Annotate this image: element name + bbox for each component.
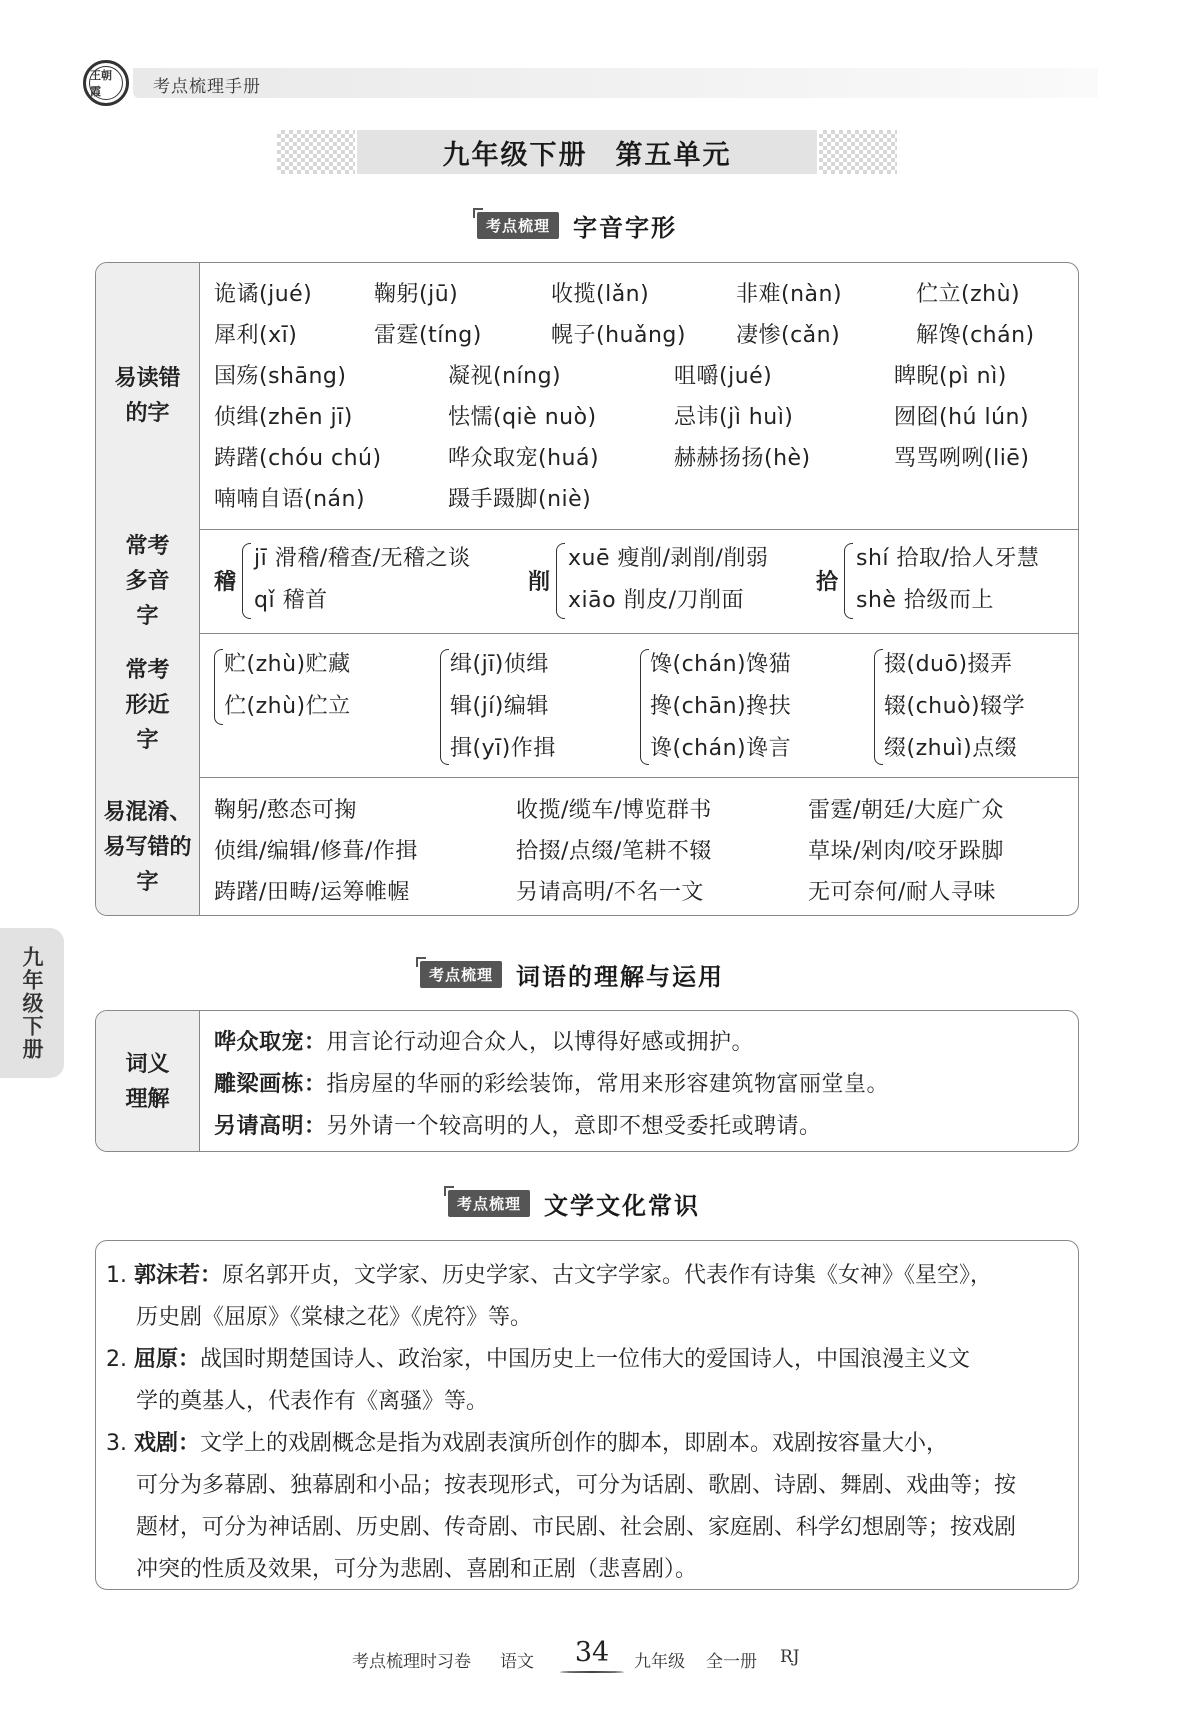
item-text: 可分为多幕剧、独幕剧和小品；按表现形式，可分为话剧、歌剧、诗剧、舞剧、戏曲等；按 xyxy=(136,1473,1017,1498)
poly-reading: shí 拾取/拾人牙慧 xyxy=(856,546,1040,571)
item-number: 1. xyxy=(106,1263,127,1288)
row-similar xyxy=(96,633,1078,777)
poly-char: 拾 xyxy=(816,570,839,595)
poly-reading: shè 拾级而上 xyxy=(856,588,994,613)
misread-item: 伫立(zhù) xyxy=(916,282,1021,307)
section-title: 词语的理解与运用 xyxy=(516,963,725,991)
item-text: 原名郭开贞，文学家、历史学家、古文字学家。代表作有诗集《女神》《星空》， xyxy=(222,1263,993,1288)
confuse-item: 另请高明/不名一文 xyxy=(516,880,704,905)
meaning-item xyxy=(214,1067,889,1098)
header-title: 考点梳理手册 xyxy=(153,77,261,97)
row-polyphonic xyxy=(96,529,1078,633)
poly-char: 削 xyxy=(528,570,551,595)
section-heading-literature xyxy=(448,1186,700,1221)
brace-icon xyxy=(440,649,449,765)
item-text: 战国时期楚国诗人、政治家，中国历史上一位伟大的爱国诗人，中国浪漫主义文 xyxy=(200,1347,971,1372)
misread-item: 哗众取宠(huá) xyxy=(448,446,600,471)
confuse-item: 侦缉/编辑/修葺/作揖 xyxy=(214,839,418,864)
brace-icon xyxy=(242,543,251,619)
misread-item: 国殇(shāng) xyxy=(214,364,347,389)
misread-item: 犀利(xī) xyxy=(214,323,298,348)
confuse-item: 草垛/剁肉/咬牙跺脚 xyxy=(808,839,1004,864)
confuse-item: 鞠躬/憨态可掬 xyxy=(214,798,357,823)
misread-item: 骂骂咧咧(liē) xyxy=(894,446,1030,471)
similar-item: 揖(yī)作揖 xyxy=(450,736,556,761)
unit-name: 第五单元 xyxy=(615,139,732,171)
item-term: 戏剧： xyxy=(134,1431,201,1456)
unit-title-banner xyxy=(277,130,897,174)
side-tab-text: 九年级下册 xyxy=(20,945,44,1061)
misread-item: 忌讳(jì huì) xyxy=(674,405,794,430)
banner-pattern-left xyxy=(277,130,355,174)
vocabulary-table xyxy=(95,1010,1079,1152)
header-bar xyxy=(133,68,1098,98)
section-title: 文学文化常识 xyxy=(544,1192,701,1220)
brace-icon xyxy=(640,649,649,765)
misread-item: 幌子(huǎng) xyxy=(551,323,686,348)
footer-edition: RJ xyxy=(780,1647,800,1667)
similar-item: 辍(chuò)辍学 xyxy=(884,694,1026,719)
publisher-logo xyxy=(83,60,129,106)
grade-side-tab xyxy=(0,928,64,1078)
misread-item: 睥睨(pì nì) xyxy=(894,364,1007,389)
item-number: 3. xyxy=(106,1431,127,1456)
section-heading-pronunciation xyxy=(477,208,677,243)
poly-reading: xiāo 削皮/刀削面 xyxy=(568,588,744,613)
banner-pattern-right xyxy=(819,130,897,174)
misread-item: 收揽(lǎn) xyxy=(551,282,650,307)
confuse-item: 拾掇/点缀/笔耕不辍 xyxy=(516,839,712,864)
item-term: 屈原： xyxy=(134,1347,201,1372)
misread-item: 踌躇(chóu chú) xyxy=(214,446,382,471)
literature-item xyxy=(106,1339,1066,1423)
item-text: 学的奠基人，代表作有《离骚》等。 xyxy=(136,1389,489,1414)
page-number-underline xyxy=(560,1671,624,1673)
section-heading-vocabulary xyxy=(420,957,724,992)
misread-item: 侦缉(zhēn jī) xyxy=(214,405,353,430)
label-similar: 常考形近字 xyxy=(96,633,200,777)
brace-icon xyxy=(844,543,853,619)
literature-box xyxy=(95,1240,1079,1590)
meaning-item xyxy=(214,1109,822,1140)
similar-item: 缉(jī)侦缉 xyxy=(450,652,549,677)
poly-reading: xuē 瘦削/剥削/削弱 xyxy=(568,546,769,571)
row-meaning xyxy=(96,1011,1078,1152)
misread-item: 凄惨(cǎn) xyxy=(736,323,841,348)
definition: 另外请一个较高明的人，意即不想受委托或聘请。 xyxy=(326,1114,822,1139)
misread-item: 诡谲(jué) xyxy=(214,282,313,307)
term: 哗众取宠： xyxy=(214,1030,327,1055)
term: 雕梁画栋： xyxy=(214,1072,327,1097)
row-confusable xyxy=(96,777,1078,916)
literature-list xyxy=(106,1255,1066,1590)
label-meaning: 词义理解 xyxy=(96,1011,200,1152)
misread-item: 解馋(chán) xyxy=(916,323,1035,348)
confuse-item: 无可奈何/耐人寻味 xyxy=(808,880,996,905)
similar-item: 伫(zhù)伫立 xyxy=(224,694,351,719)
page-number: 34 xyxy=(574,1637,610,1668)
item-number: 2. xyxy=(106,1347,127,1372)
misread-item: 囫囵(hú lún) xyxy=(894,405,1030,430)
footer-subject: 语文 xyxy=(500,1652,534,1672)
logo-text: 王朝霞 xyxy=(89,66,123,100)
footer-grade: 九年级 xyxy=(634,1652,685,1672)
misread-item: 蹑手蹑脚(niè) xyxy=(448,487,592,512)
section-title: 字音字形 xyxy=(573,214,678,242)
item-term: 郭沫若： xyxy=(134,1263,223,1288)
misread-item: 怯懦(qiè nuò) xyxy=(448,405,597,430)
misread-item: 非难(nàn) xyxy=(736,282,843,307)
similar-item: 贮(zhù)贮藏 xyxy=(224,652,351,677)
label-confusable: 易混淆、易写错的字 xyxy=(96,777,200,916)
section-tag: 考点梳理 xyxy=(477,212,559,239)
confuse-item: 踌躇/田畴/运筹帷幄 xyxy=(214,880,410,905)
similar-item: 馋(chán)馋猫 xyxy=(650,652,792,677)
item-text: 文学上的戏剧概念是指为戏剧表演所创作的脚本，即剧本。戏剧按容量大小， xyxy=(200,1431,949,1456)
similar-item: 掇(duō)掇弄 xyxy=(884,652,1013,677)
brace-icon xyxy=(874,649,883,765)
poly-char: 稽 xyxy=(214,570,237,595)
label-misread: 易读错的字 xyxy=(96,263,200,529)
pronunciation-table xyxy=(95,262,1079,916)
row-misread xyxy=(96,263,1078,529)
section-tag: 考点梳理 xyxy=(448,1190,530,1217)
term: 另请高明： xyxy=(214,1114,327,1139)
literature-item xyxy=(106,1255,1066,1339)
definition: 指房屋的华丽的彩绘装饰，常用来形容建筑物富丽堂皇。 xyxy=(326,1072,890,1097)
misread-item: 雷霆(tíng) xyxy=(374,323,482,348)
item-text: 历史剧《屈原》《棠棣之花》《虎符》等。 xyxy=(136,1305,533,1330)
confuse-item: 收揽/缆车/博览群书 xyxy=(516,798,712,823)
section-tag: 考点梳理 xyxy=(420,961,502,988)
misread-item: 咀嚼(jué) xyxy=(674,364,773,389)
brace-icon xyxy=(556,543,565,619)
similar-item: 搀(chān)搀扶 xyxy=(650,694,792,719)
misread-item: 凝视(níng) xyxy=(448,364,562,389)
confuse-item: 雷霆/朝廷/大庭广众 xyxy=(808,798,1004,823)
literature-item xyxy=(106,1423,1066,1590)
similar-item: 谗(chán)谗言 xyxy=(650,736,792,761)
misread-item: 鞠躬(jū) xyxy=(374,282,459,307)
unit-grade: 九年级下册 xyxy=(442,139,588,171)
meaning-item xyxy=(214,1025,754,1056)
label-polyphonic: 常考多音字 xyxy=(96,529,200,633)
page-footer xyxy=(0,1637,1181,1677)
definition: 用言论行动迎合众人，以博得好感或拥护。 xyxy=(326,1030,755,1055)
brace-icon xyxy=(214,649,223,725)
misread-item: 赫赫扬扬(hè) xyxy=(674,446,811,471)
poly-reading: jī 滑稽/稽查/无稽之谈 xyxy=(254,546,471,571)
poly-reading: qǐ 稽首 xyxy=(254,588,328,613)
similar-item: 缀(zhuì)点缀 xyxy=(884,736,1018,761)
footer-volume: 全一册 xyxy=(706,1652,757,1672)
page-header xyxy=(83,60,1098,106)
footer-series: 考点梳理时习卷 xyxy=(352,1652,471,1672)
misread-item: 喃喃自语(nán) xyxy=(214,487,366,512)
similar-item: 辑(jí)编辑 xyxy=(450,694,549,719)
item-text: 冲突的性质及效果，可分为悲剧、喜剧和正剧（悲喜剧）。 xyxy=(136,1557,698,1582)
item-text: 题材，可分为神话剧、历史剧、传奇剧、市民剧、社会剧、家庭剧、科学幻想剧等；按戏剧 xyxy=(136,1515,1017,1540)
